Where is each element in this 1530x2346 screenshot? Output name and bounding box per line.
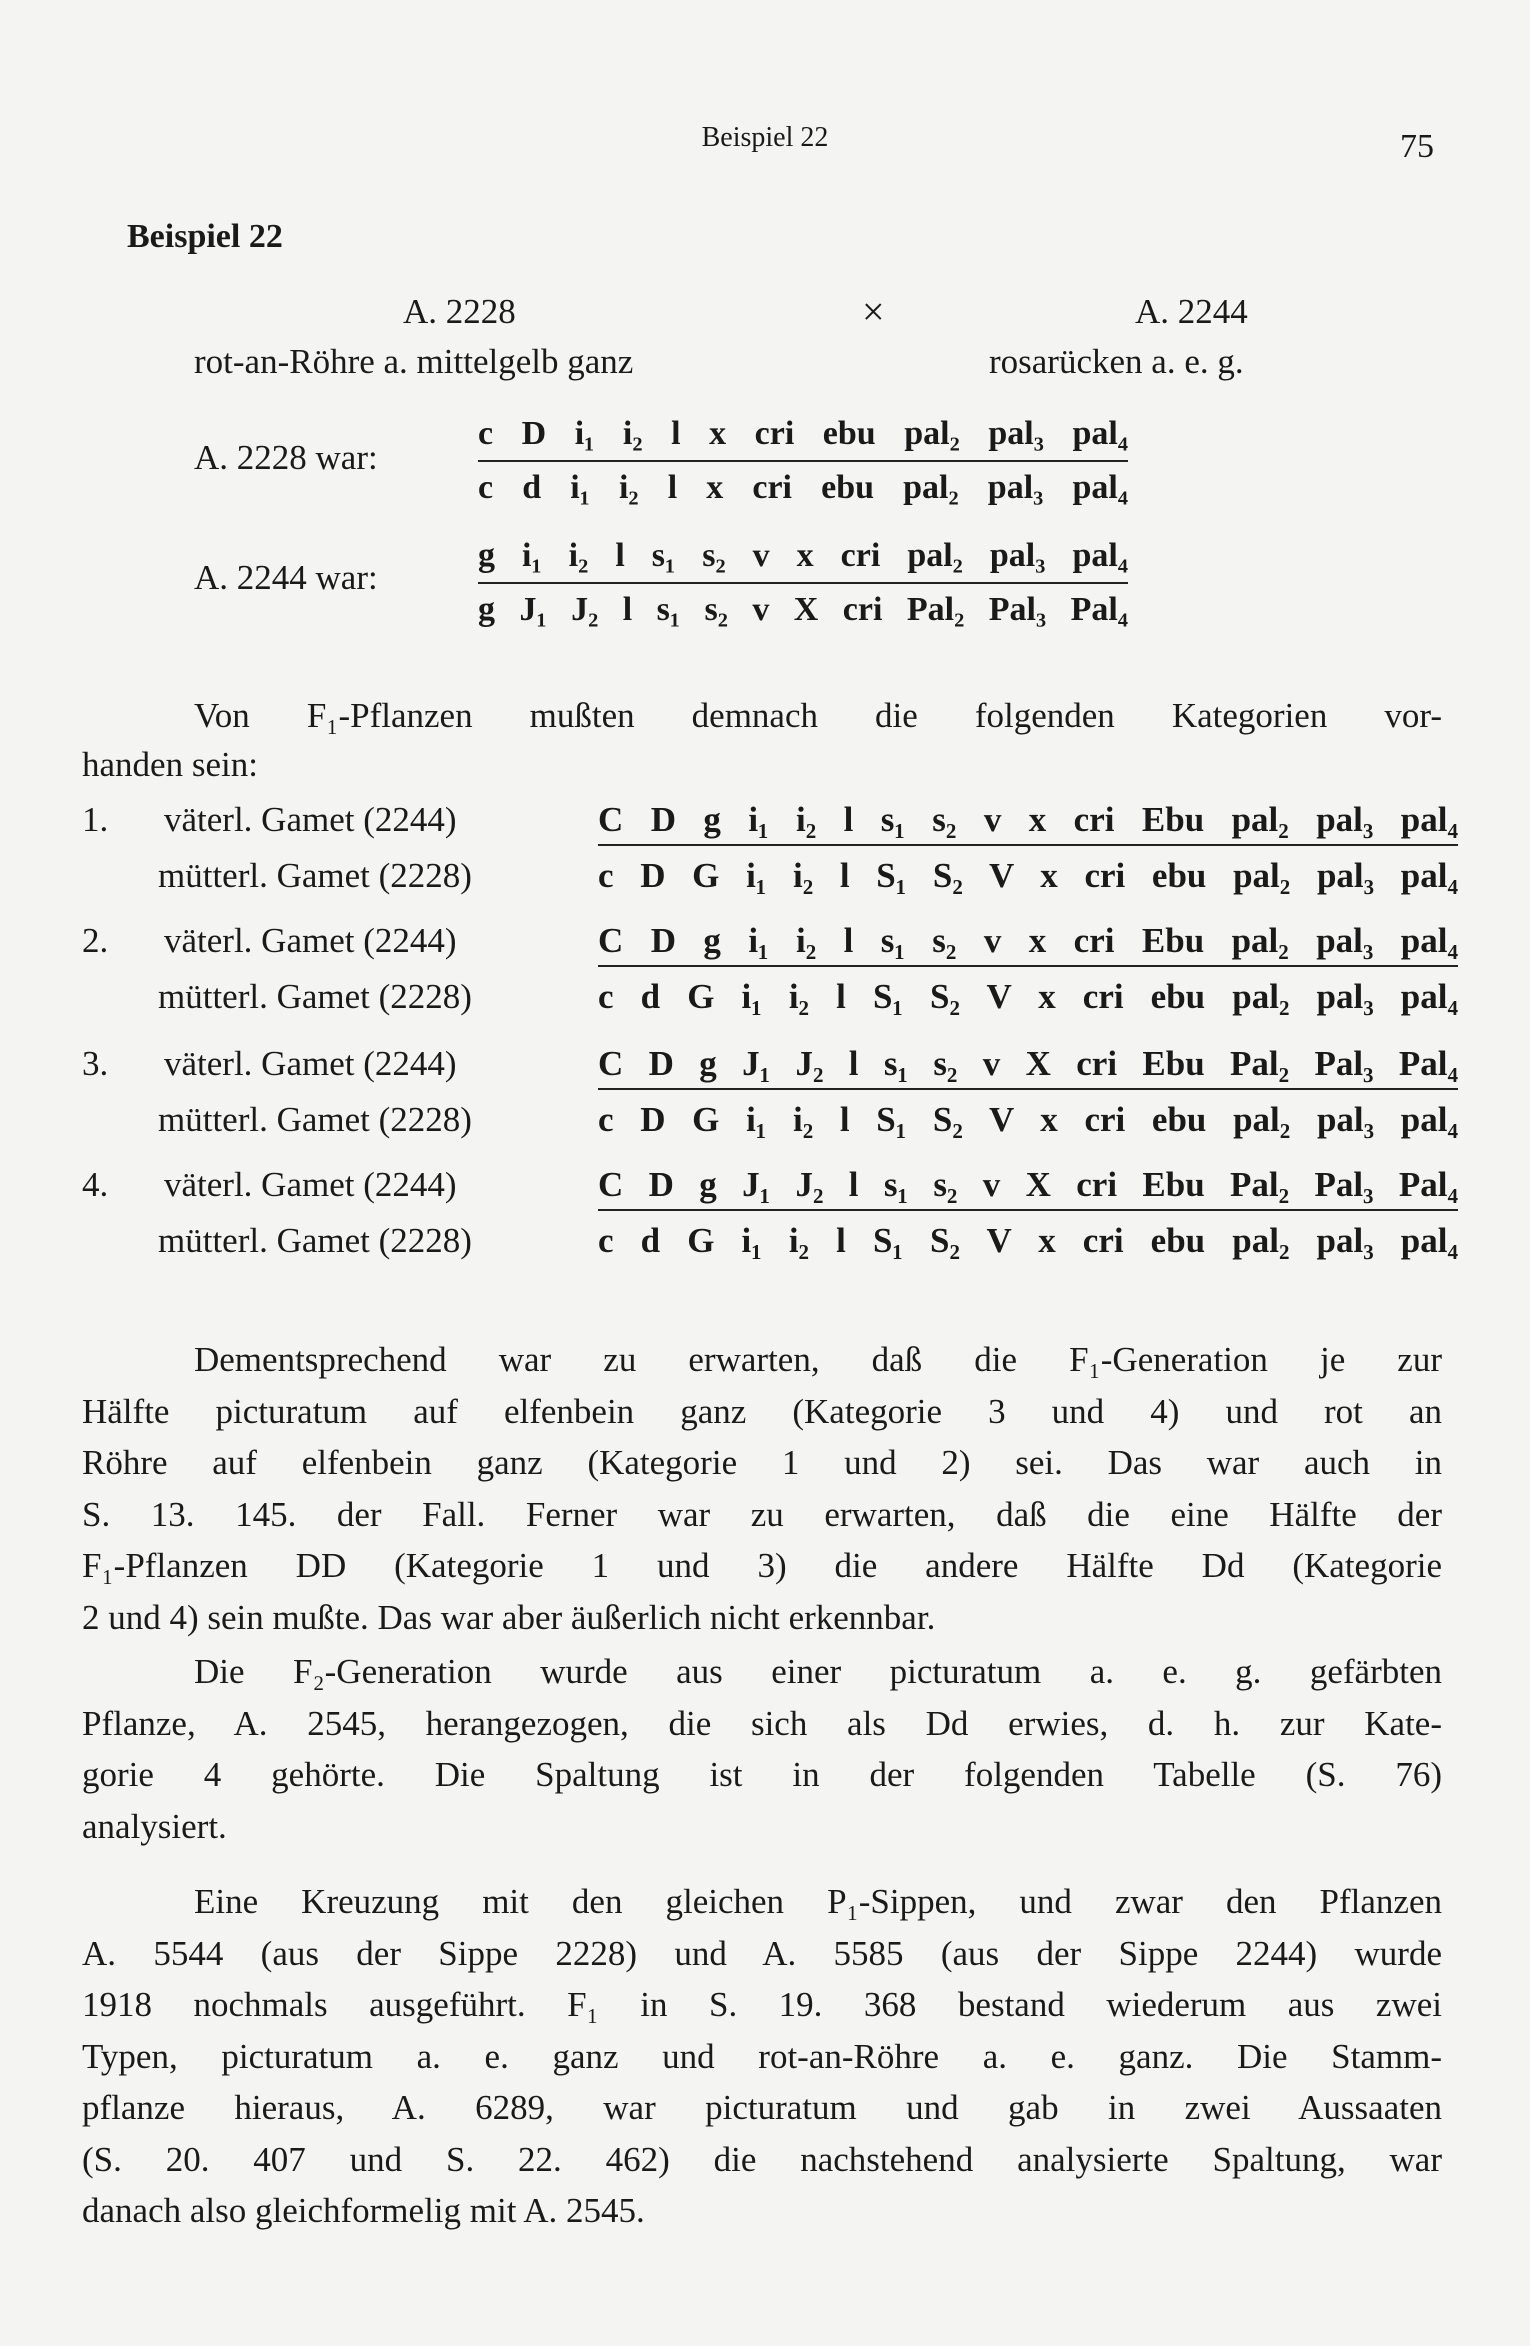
text-line: gorie 4 gehörte. Die Spaltung ist in der folgenden Tabelle (S. 76) — [82, 1755, 1442, 1794]
gamete-formula: c D G i₁ i₂ l S₁ S₂ V x cri ebu pal₂ pal₃ pal₄ — [598, 1100, 1458, 1139]
text-line: Dementsprechend war zu erwarten, daß die F₁-Generation je zur — [194, 1340, 1442, 1379]
category-number: 3. — [82, 1044, 109, 1083]
text-line: Pflanze, A. 2545, herangezogen, die sich als Dd erwies, d. h. zur Kate- — [82, 1703, 1442, 1743]
gamete-row-paternal — [82, 921, 1462, 977]
genotype-numerator: c D i₁ i₂ l x cri ebu pal₂ pal₃ pal₄ — [478, 408, 1128, 462]
genotype-fraction-2244 — [478, 530, 1128, 636]
gamete-label: mütterl. Gamet (2228) — [158, 1221, 472, 1260]
category-number: 4. — [82, 1165, 109, 1204]
text-line: S. 13. 145. der Fall. Ferner war zu erwarten, daß die eine Hälfte der — [82, 1494, 1442, 1534]
text-line: handen sein: — [82, 745, 258, 784]
section-heading: Beispiel 22 — [127, 218, 283, 255]
text-line: F₁-Pflanzen DD (Kategorie 1 und 3) die andere Hälfte Dd (Kategorie — [82, 1546, 1442, 1585]
gamete-row-maternal — [82, 977, 1462, 1033]
gamete-label: mütterl. Gamet (2228) — [158, 856, 472, 895]
cross-desc-b: rosarücken a. e. g. — [989, 342, 1244, 381]
gamete-row-maternal — [82, 1221, 1462, 1277]
gamete-formula: C D g J₁ J₂ l s₁ s₂ v X cri Ebu Pal₂ Pal₃ Pal₄ — [598, 1165, 1458, 1211]
text-line: Hälfte picturatum auf elfenbein ganz (Kategorie 3 und 4) und rot an — [82, 1391, 1442, 1431]
text-line: (S. 20. 407 und S. 22. 462) die nachstehend analysierte Spaltung, war — [82, 2139, 1442, 2179]
gamete-row-paternal — [82, 800, 1462, 856]
gamete-formula: C D g J₁ J₂ l s₁ s₂ v X cri Ebu Pal₂ Pal₃ Pal₄ — [598, 1044, 1458, 1090]
text-line: pflanze hieraus, A. 6289, war picturatum und gab in zwei Aussaaten — [82, 2088, 1442, 2127]
text-line: A. 5544 (aus der Sippe 2228) und A. 5585 (aus der Sippe 2244) wurde — [82, 1933, 1442, 1973]
gamete-formula: c D G i₁ i₂ l S₁ S₂ V x cri ebu pal₂ pal₃ pal₄ — [598, 856, 1458, 895]
text-line: Von F₁-Pflanzen mußten demnach die folgenden Kategorien vor- — [194, 696, 1442, 735]
genotype-label-2228: A. 2228 war: — [194, 438, 378, 477]
gamete-label: väterl. Gamet (2244) — [164, 1165, 457, 1204]
genotype-denominator: c d i₁ i₂ l x cri ebu pal₂ pal₃ pal₄ — [478, 469, 1128, 506]
text-line: 1918 nochmals ausgeführt. F₁ in S. 19. 368 bestand wiederum aus zwei — [82, 1985, 1442, 2024]
gamete-formula: C D g i₁ i₂ l s₁ s₂ v x cri Ebu pal₂ pal₃ pal₄ — [598, 921, 1458, 967]
genotype-numerator: g i₁ i₂ l s₁ s₂ v x cri pal₂ pal₃ pal₄ — [478, 530, 1128, 584]
text-line: 2 und 4) sein mußte. Das war aber äußerlich nicht erkennbar. — [82, 1597, 936, 1637]
gamete-label: väterl. Gamet (2244) — [164, 921, 457, 960]
text-line: analysiert. — [82, 1806, 227, 1846]
gamete-row-paternal — [82, 1165, 1462, 1221]
text-line: Röhre auf elfenbein ganz (Kategorie 1 und 2) sei. Das war auch in — [82, 1443, 1442, 1482]
cross-parent-a: A. 2228 — [403, 292, 516, 331]
text-line: danach also gleichformelig mit A. 2545. — [82, 2191, 645, 2230]
text-line: Typen, picturatum a. e. ganz und rot-an-Röhre a. e. ganz. Die Stamm- — [82, 2036, 1442, 2076]
genotype-denominator: g J₁ J₂ l s₁ s₂ v X cri Pal₂ Pal₃ Pal₄ — [478, 591, 1128, 628]
cross-parent-b: A. 2244 — [1135, 292, 1248, 331]
cross-symbol: × — [862, 289, 885, 334]
text-line: Eine Kreuzung mit den gleichen P₁-Sippen, und zwar den Pflanzen — [194, 1882, 1442, 1921]
page-number: 75 — [1400, 128, 1434, 165]
gamete-label: väterl. Gamet (2244) — [164, 1044, 457, 1083]
genotype-label-2244: A. 2244 war: — [194, 558, 378, 597]
gamete-row-maternal — [82, 1100, 1462, 1156]
running-head: Beispiel 22 — [701, 122, 829, 153]
text-line: Die F₂-Generation wurde aus einer picturatum a. e. g. gefärbten — [194, 1652, 1442, 1691]
gamete-row-paternal — [82, 1044, 1462, 1100]
gamete-formula: c d G i₁ i₂ l S₁ S₂ V x cri ebu pal₂ pal₃ pal₄ — [598, 1221, 1458, 1260]
gamete-formula: C D g i₁ i₂ l s₁ s₂ v x cri Ebu pal₂ pal₃ pal₄ — [598, 800, 1458, 846]
gamete-label: väterl. Gamet (2244) — [164, 800, 457, 839]
category-number: 1. — [82, 800, 109, 839]
gamete-label: mütterl. Gamet (2228) — [158, 1100, 472, 1139]
category-number: 2. — [82, 921, 109, 960]
gamete-row-maternal — [82, 856, 1462, 912]
cross-desc-a: rot-an-Röhre a. mittelgelb ganz — [194, 342, 634, 381]
genotype-fraction-2228 — [478, 408, 1128, 514]
gamete-label: mütterl. Gamet (2228) — [158, 977, 472, 1016]
gamete-formula: c d G i₁ i₂ l S₁ S₂ V x cri ebu pal₂ pal₃ pal₄ — [598, 977, 1458, 1016]
